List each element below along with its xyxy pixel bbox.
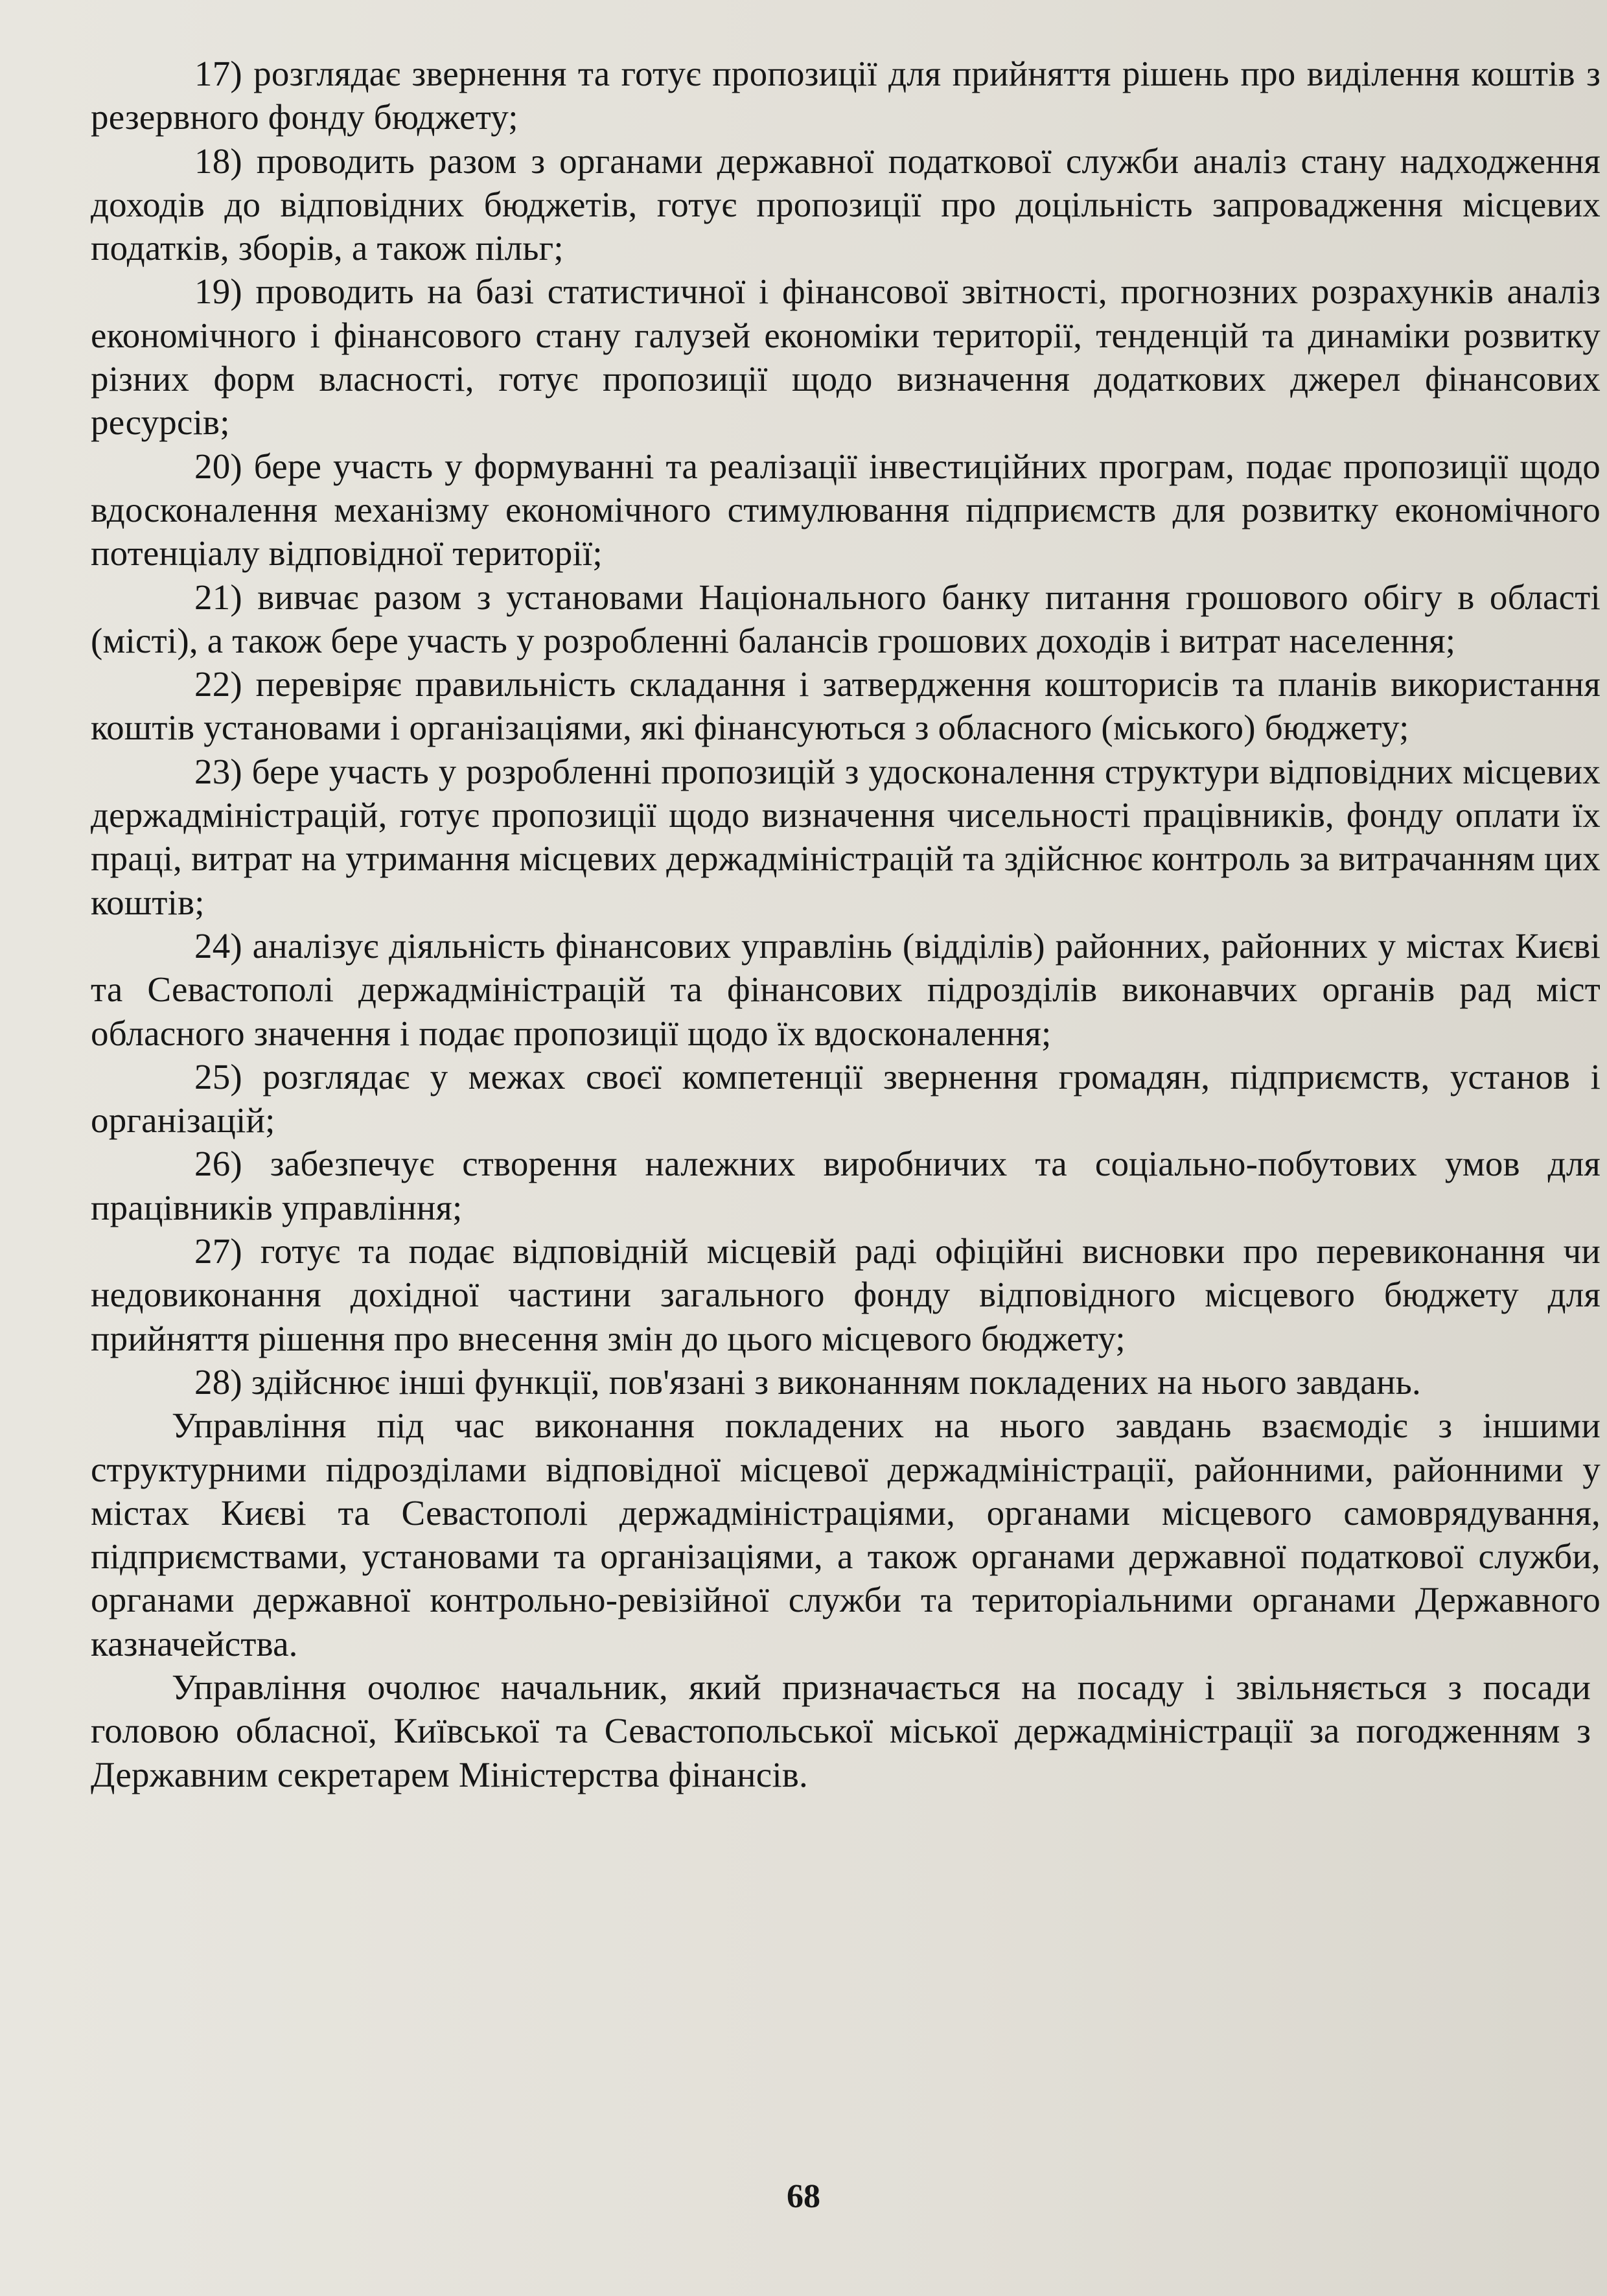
paragraph-item-22: 22) перевіряє правильність складання і затвердження кошторисів та планів використання коштів установами і організаціями, які фінансуються з обласного (міського) бюджету; <box>91 664 1601 748</box>
paragraph-item-21: 21) вивчає разом з установами Національного банку питання грошового обігу в області (місті), а також бере участь у розробленні балансів грошових доходів і витрат населення; <box>91 577 1601 660</box>
paragraph-item-20: 20) бере участь у формуванні та реалізації інвестиційних програм, подає пропозиції щодо вдосконалення механізму економічного стимулювання підприємств для розвитку економічного потенціалу відповідної території; <box>91 446 1601 574</box>
paragraph-item-19: 19) проводить на базі статистичної і фінансової звітності, прогнозних розрахунків аналіз економічного і фінансового стану галузей економіки території, тенденцій та динаміки розвитку різних форм власності, готує пропозиції щодо визначення додаткових джерел фінансових ресурсів; <box>91 272 1601 443</box>
paragraph-item-24: 24) аналізує діяльність фінансових управлінь (відділів) районних, районних у містах Києві та Севастополі держадміністрацій та фінансових підрозділів виконавчих органів рад міст обласного значення і подає пропозиції щодо їх вдосконалення; <box>91 925 1601 1053</box>
paragraph-item-27: 27) готує та подає відповідній місцевій раді офіційні висновки про перевиконання чи недовиконання дохідної частини загального фонду відповідного місцевого бюджету для прийняття рішення про внесення змін до цього місцевого бюджету; <box>91 1231 1601 1358</box>
paragraph-item-17: 17) розглядає звернення та готує пропозиції для прийняття рішень про виділення коштів з резервного фонду бюджету; <box>91 54 1601 137</box>
paragraph-item-23: 23) бере участь у розробленні пропозицій з удосконалення структури відповідних місцевих держадміністрацій, готує пропозиції щодо визначення чисельності працівників, фонду оплати їх праці, витрат на утримання місцевих держадміністрацій та здійснює контроль за витрачанням цих коштів; <box>91 751 1601 922</box>
paragraph-head: Управління очолює начальник, який призначається на посаду і звільняється з посади головою обласної, Київської та Севастопольської міської держадміністрації за погодженням з Державним секретарем Міністерства фінансів. <box>91 1667 1591 1794</box>
paragraph-item-26: 26) забезпечує створення належних виробничих та соціально-побутових умов для працівників управління; <box>91 1144 1601 1227</box>
page-number: 68 <box>787 2178 820 2215</box>
paragraph-interaction: Управління під час виконання покладених на нього завдань взаємодіє з іншими структурними підрозділами відповідної місцевої держадміністрації, районними, районними у містах Києві та Севастополі держадміністраціями, органами місцевого самоврядування, підприємствами, установами та організаціями, а також органами державної податкової служби, органами державної контрольно-ревізійної служби та територіальними органами Державного казначейства. <box>91 1406 1601 1664</box>
page-body <box>91 52 1601 1796</box>
paragraph-item-18: 18) проводить разом з органами державної податкової служби аналіз стану надходження доходів до відповідних бюджетів, готує пропозиції про доцільність запровадження місцевих податків, зборів, а також пільг; <box>91 141 1601 268</box>
paragraph-item-28: 28) здійснює інші функції, пов'язані з виконанням покладених на нього завдань. <box>194 1362 1421 1402</box>
paragraph-item-25: 25) розглядає у межах своєї компетенції звернення громадян, підприємств, установ і організацій; <box>91 1056 1601 1141</box>
